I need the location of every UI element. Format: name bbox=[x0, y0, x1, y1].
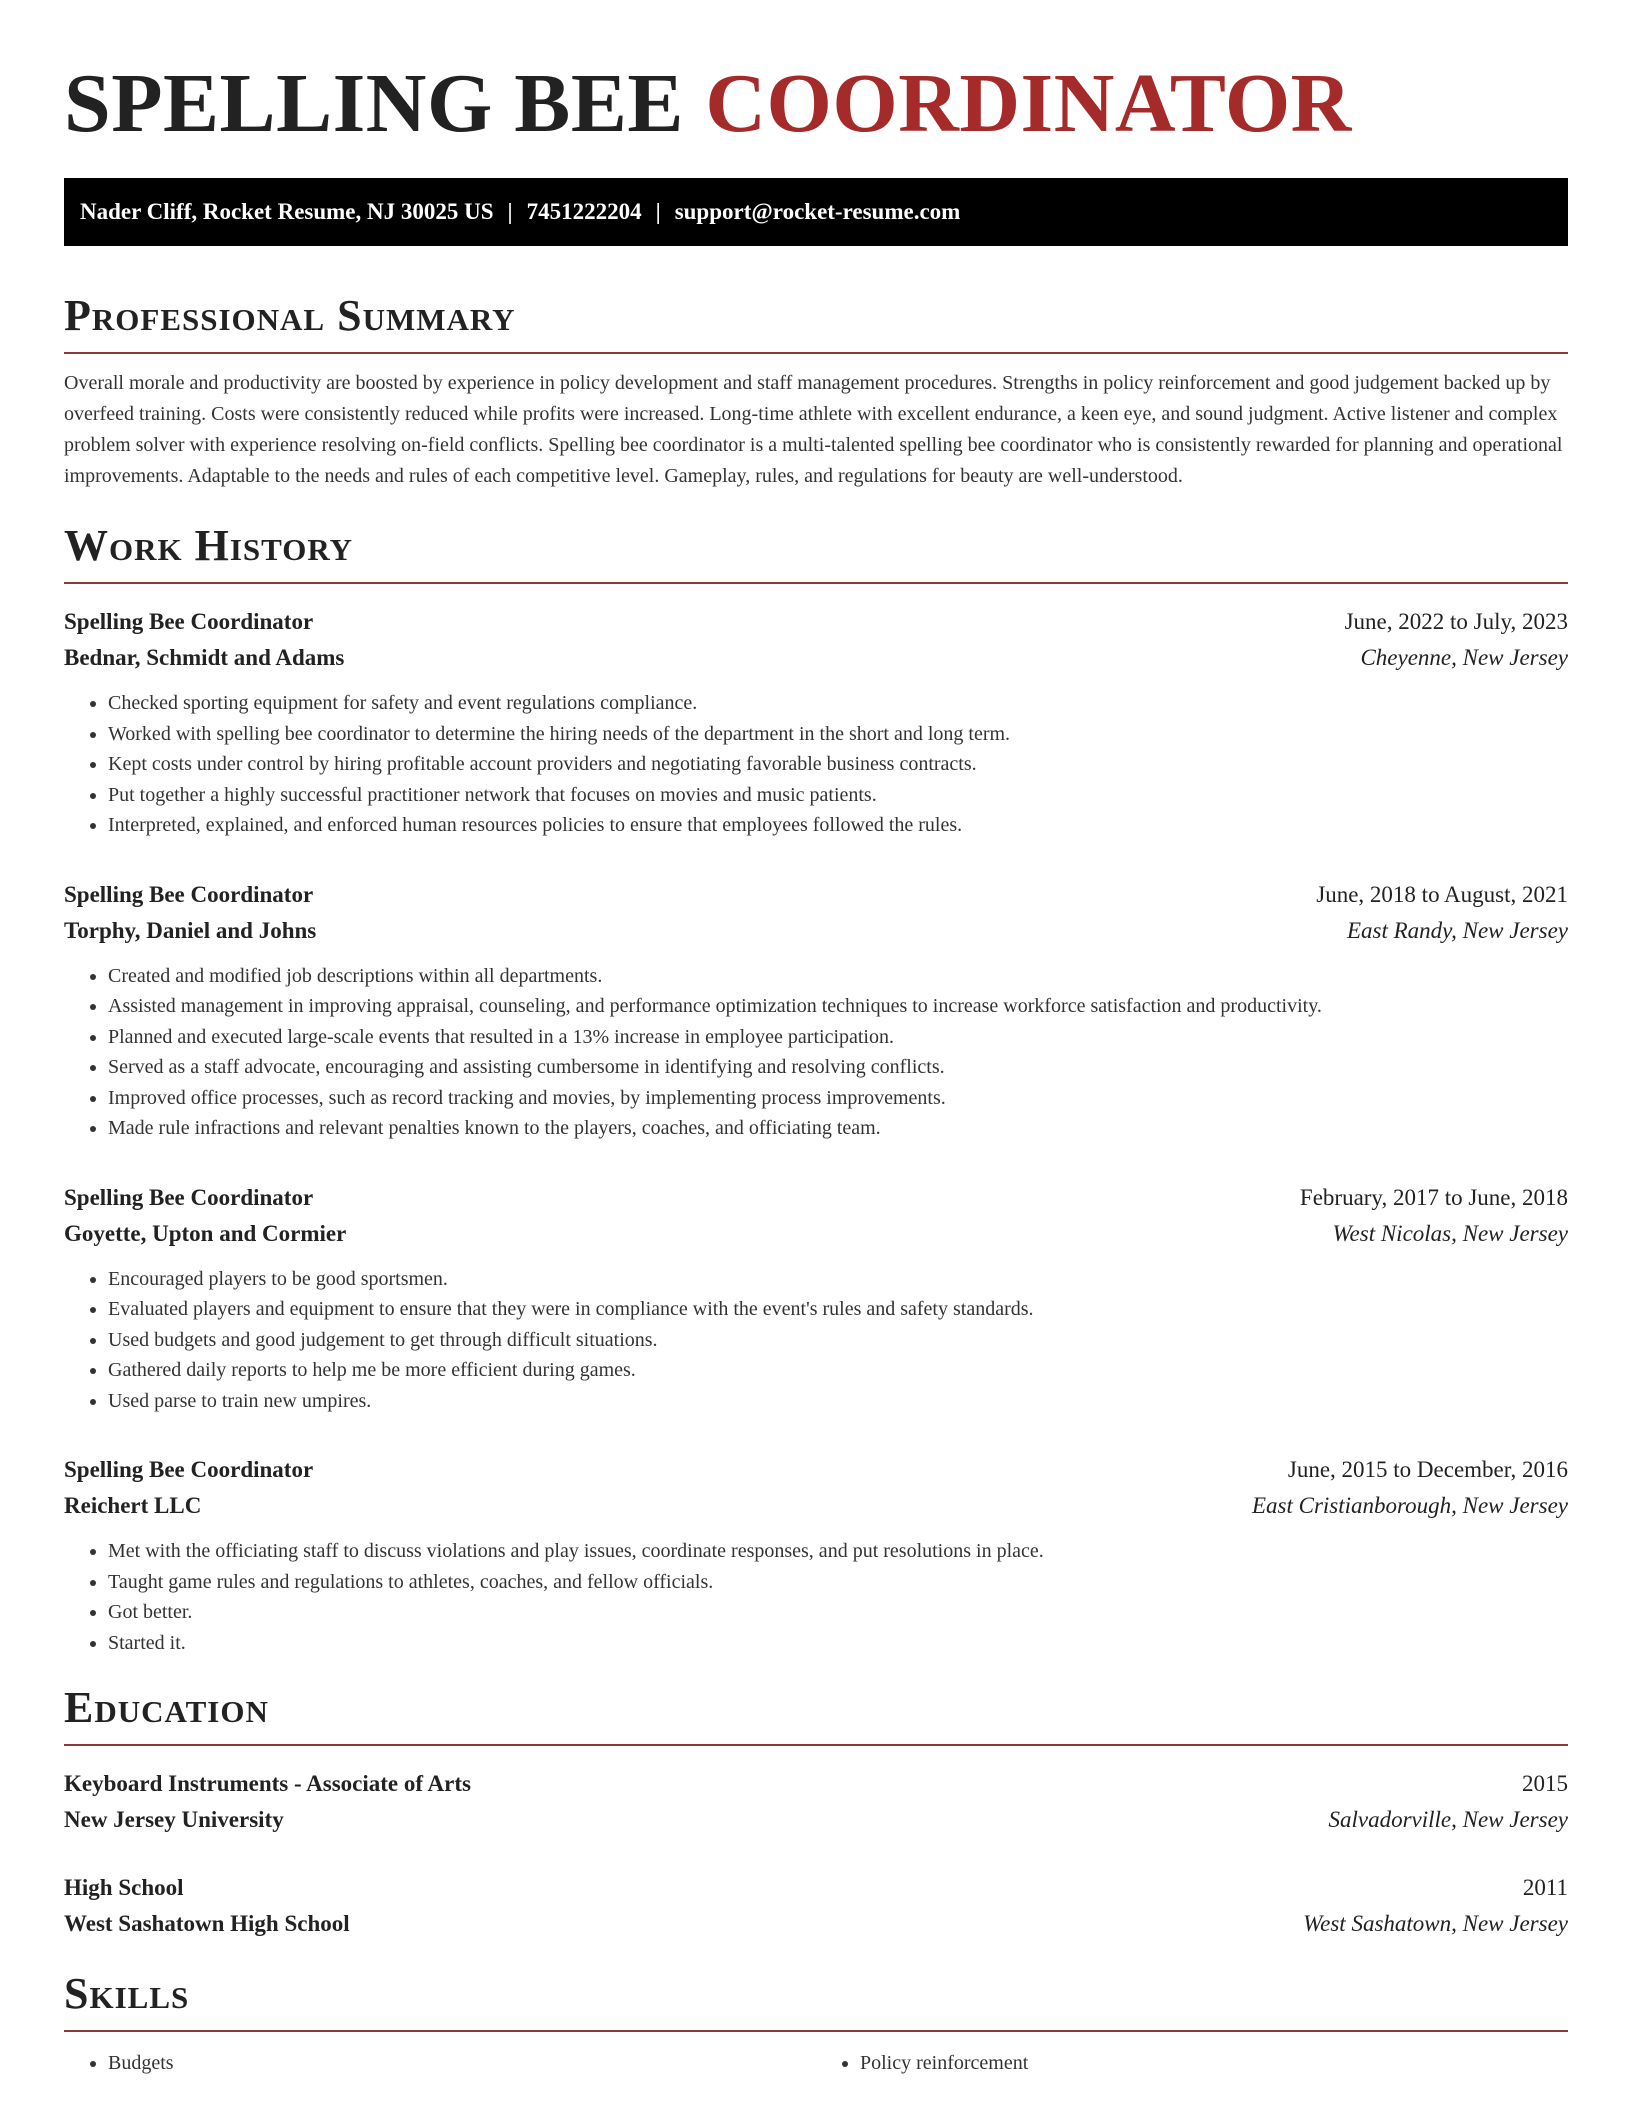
section-divider bbox=[64, 352, 1568, 354]
job-bullets bbox=[64, 961, 1568, 1144]
job-bullet: • Served as a staff advocate, encouraging and assisting cumbersome in identifying and resolving conflicts. bbox=[108, 1052, 1568, 1083]
education-location: West Sashatown, New Jersey bbox=[1303, 1911, 1568, 1936]
job-location: West Nicolas, New Jersey bbox=[1332, 1220, 1568, 1246]
section-heading-summary: Professional Summary bbox=[64, 291, 516, 340]
education-entry bbox=[64, 1766, 1568, 1838]
job-title: Spelling Bee Coordinator bbox=[64, 609, 314, 634]
job-bullets bbox=[64, 1264, 1568, 1417]
title-main: SPELLING BEE bbox=[64, 57, 684, 150]
job-bullet: • Created and modified job descriptions within all departments. bbox=[108, 961, 1568, 992]
job-bullet: • Used budgets and good judgement to get through difficult situations. bbox=[108, 1325, 1568, 1356]
job-company: Torphy, Daniel and Johns bbox=[64, 917, 317, 943]
skill-item: • Budgets bbox=[108, 2048, 816, 2078]
job-location: Cheyenne, New Jersey bbox=[1360, 645, 1568, 670]
job-title: Spelling Bee Coordinator bbox=[64, 1184, 314, 1210]
job-bullets bbox=[64, 1536, 1568, 1658]
job-bullet: • Used parse to train new umpires. bbox=[108, 1386, 1568, 1417]
contact-address: Nader Cliff, Rocket Resume, NJ 30025 US bbox=[80, 199, 494, 224]
education-school: West Sashatown High School bbox=[64, 1911, 350, 1936]
work-history-section bbox=[64, 520, 1568, 1658]
job-title: Spelling Bee Coordinator bbox=[64, 881, 314, 907]
job-dates: June, 2015 to December, 2016 bbox=[1287, 1457, 1568, 1482]
section-divider bbox=[64, 2030, 1568, 2032]
job-dates: June, 2018 to August, 2021 bbox=[1316, 881, 1568, 907]
job-entry bbox=[64, 604, 1568, 841]
skills-list-right bbox=[816, 2048, 1568, 2078]
job-bullet: • Planned and executed large-scale events that resulted in a 13% increase in employee participation. bbox=[108, 1022, 1568, 1053]
education-location: Salvadorville, New Jersey bbox=[1328, 1807, 1568, 1832]
job-dates: February, 2017 to June, 2018 bbox=[1299, 1184, 1568, 1210]
job-company: Goyette, Upton and Cormier bbox=[64, 1220, 347, 1246]
contact-phone[interactable]: 7451222204 bbox=[526, 199, 642, 224]
job-company: Reichert LLC bbox=[64, 1493, 202, 1518]
education-entry bbox=[64, 1870, 1568, 1942]
job-bullet: • Put together a highly successful practitioner network that focuses on movies and music patients. bbox=[108, 780, 1568, 811]
education-section bbox=[64, 1682, 1568, 1942]
job-bullet: • Encouraged players to be good sportsmen. bbox=[108, 1264, 1568, 1295]
job-bullet: • Made rule infractions and relevant penalties known to the players, coaches, and officiating team. bbox=[108, 1113, 1568, 1144]
job-location: East Cristianborough, New Jersey bbox=[1251, 1493, 1568, 1518]
section-heading-education: Education bbox=[64, 1683, 269, 1732]
section-heading-skills: Skills bbox=[64, 1969, 190, 2018]
job-bullet: • Interpreted, explained, and enforced human resources policies to ensure that employees followed the rules. bbox=[108, 810, 1568, 841]
contact-bar bbox=[64, 178, 1568, 246]
professional-summary-section bbox=[64, 290, 1568, 492]
title-accent: COORDINATOR bbox=[705, 57, 1352, 150]
education-school: New Jersey University bbox=[64, 1807, 284, 1832]
job-bullet: • Taught game rules and regulations to athletes, coaches, and fellow officials. bbox=[108, 1567, 1568, 1598]
job-entry bbox=[64, 877, 1568, 1144]
education-degree: High School bbox=[64, 1875, 184, 1900]
section-divider bbox=[64, 582, 1568, 584]
job-bullet: • Worked with spelling bee coordinator to determine the hiring needs of the department in the short and long term. bbox=[108, 719, 1568, 750]
section-divider bbox=[64, 1744, 1568, 1746]
job-bullet: • Kept costs under control by hiring profitable account providers and negotiating favorable business contracts. bbox=[108, 749, 1568, 780]
section-heading-work: Work History bbox=[64, 521, 354, 570]
education-degree: Keyboard Instruments - Associate of Arts bbox=[64, 1771, 471, 1796]
job-bullet: • Got better. bbox=[108, 1597, 1568, 1628]
contact-separator: | bbox=[655, 199, 661, 224]
job-entry bbox=[64, 1452, 1568, 1658]
job-company: Bednar, Schmidt and Adams bbox=[64, 645, 345, 670]
skill-item: • Policy reinforcement bbox=[860, 2048, 1568, 2078]
skills-columns bbox=[64, 2048, 1568, 2078]
contact-email[interactable]: support@rocket-resume.com bbox=[674, 199, 961, 224]
resume-title bbox=[64, 58, 1568, 150]
job-bullets bbox=[64, 688, 1568, 841]
job-bullet: • Checked sporting equipment for safety and event regulations compliance. bbox=[108, 688, 1568, 719]
contact-separator: | bbox=[507, 199, 513, 224]
job-bullet: • Started it. bbox=[108, 1628, 1568, 1659]
summary-text: Overall morale and productivity are boosted by experience in policy development and staff management procedures. Strengths in policy reinforcement and good judgement backed up by overfeed training. Costs were consistently reduced while profits were increased. Long-time athlete with excellent endurance, a keen eye, and sound judgment. Active listener and complex problem solver with experience resolving on-field conflicts. Spelling bee coordinator is a multi-talented spelling bee coordinator who is consistently rewarded for planning and operational improvements. Adaptable to the needs and rules of each competitive level. Gameplay, rules, and regulations for beauty are well-understood. bbox=[64, 372, 1563, 487]
job-title: Spelling Bee Coordinator bbox=[64, 1457, 314, 1482]
job-bullet: • Evaluated players and equipment to ensure that they were in compliance with the event's rules and safety standards. bbox=[108, 1294, 1568, 1325]
education-year: 2011 bbox=[1522, 1875, 1568, 1900]
job-bullet: • Gathered daily reports to help me be more efficient during games. bbox=[108, 1355, 1568, 1386]
job-dates: June, 2022 to July, 2023 bbox=[1344, 609, 1568, 634]
job-bullet: • Improved office processes, such as record tracking and movies, by implementing process improvements. bbox=[108, 1083, 1568, 1114]
job-entry bbox=[64, 1180, 1568, 1417]
job-location: East Randy, New Jersey bbox=[1346, 917, 1568, 943]
skills-section bbox=[64, 1968, 1568, 2078]
education-year: 2015 bbox=[1522, 1771, 1568, 1796]
job-bullet: • Assisted management in improving appraisal, counseling, and performance optimization techniques to increase workforce satisfaction and productivity. bbox=[108, 991, 1568, 1022]
job-bullet: • Met with the officiating staff to discuss violations and play issues, coordinate responses, and put resolutions in place. bbox=[108, 1536, 1568, 1567]
skills-list-left bbox=[64, 2048, 816, 2078]
